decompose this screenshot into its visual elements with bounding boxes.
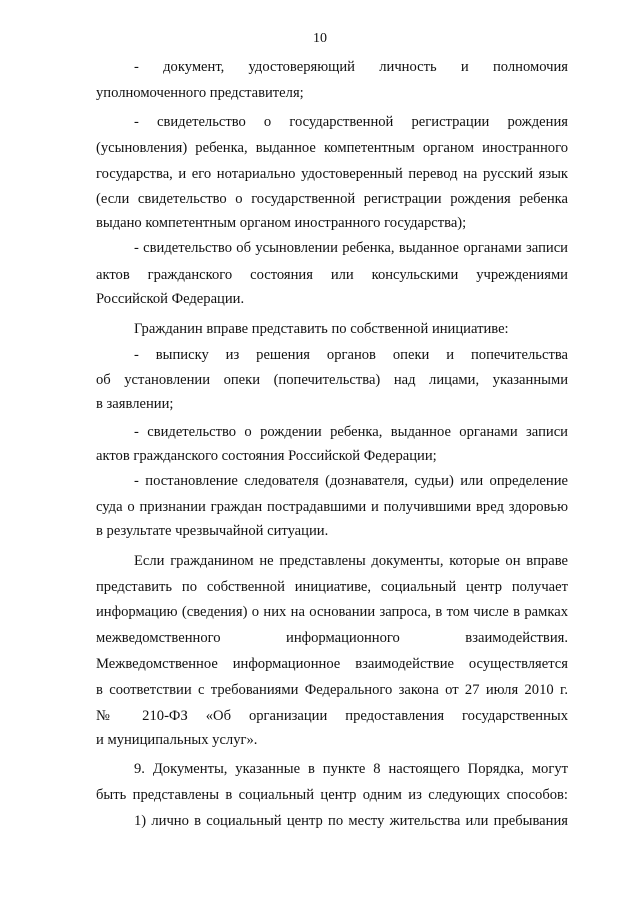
text-line: Российской Федерации. <box>96 291 245 307</box>
text-line: 9. Документы, указанные в пункте 8 настоящего Порядка, могут <box>134 761 568 777</box>
text-line: актов гражданского состояния Российской Федерации; <box>96 448 437 464</box>
text-line: (усыновления) ребенка, выданное компетентным органом иностранного <box>96 140 568 156</box>
text-line: в результате чрезвычайной ситуации. <box>96 523 329 539</box>
text-line: Межведомственное информационное взаимодействие осуществляется <box>96 656 568 672</box>
text-line: Гражданин вправе представить по собственной инициативе: <box>134 321 509 337</box>
text-line: Если гражданином не представлены документы, которые он вправе <box>134 553 568 569</box>
text-line: межведомственного информационного взаимодействия. <box>96 630 568 646</box>
text-line: (если свидетельство о государственной регистрации рождения ребенка <box>96 191 568 207</box>
text-line: об установлении опеки (попечительства) над лицами, указанными <box>96 372 568 388</box>
page-number: 10 <box>313 31 327 46</box>
text-line: - выписку из решения органов опеки и попечительства <box>134 347 568 363</box>
text-line: представить по собственной инициативе, социальный центр получает <box>96 579 568 595</box>
text-line: в заявлении; <box>96 396 174 412</box>
text-line: суда о признании граждан пострадавшими и получившими вред здоровью <box>96 499 568 515</box>
text-line: - постановление следователя (дознавателя, судьи) или определение <box>134 473 568 489</box>
text-line: в соответствии с требованиями Федерального закона от 27 июля 2010 г. <box>96 682 568 698</box>
text-line: - свидетельство о рождении ребенка, выданное органами записи <box>134 424 568 440</box>
text-line: уполномоченного представителя; <box>96 85 304 101</box>
text-line: быть представлены в социальный центр одним из следующих способов: <box>96 787 568 803</box>
text-line: и муниципальных услуг». <box>96 732 258 748</box>
text-line: № 210-ФЗ «Об организации предоставления государственных <box>96 708 568 724</box>
text-line: - документ, удостоверяющий личность и полномочия <box>134 59 568 75</box>
text-line: выдано компетентным органом иностранного государства); <box>96 215 467 231</box>
text-line: 1) лично в социальный центр по месту жительства или пребывания <box>134 813 568 829</box>
text-line: - свидетельство о государственной регистрации рождения <box>134 114 568 130</box>
text-line: государства, и его нотариально удостоверенный перевод на русский язык <box>96 166 568 182</box>
text-line: - свидетельство об усыновлении ребенка, выданное органами записи <box>134 240 568 256</box>
text-line: информацию (сведения) о них на основании запроса, в том числе в рамках <box>96 604 568 620</box>
text-line: актов гражданского состояния или консульскими учреждениями <box>96 267 568 283</box>
